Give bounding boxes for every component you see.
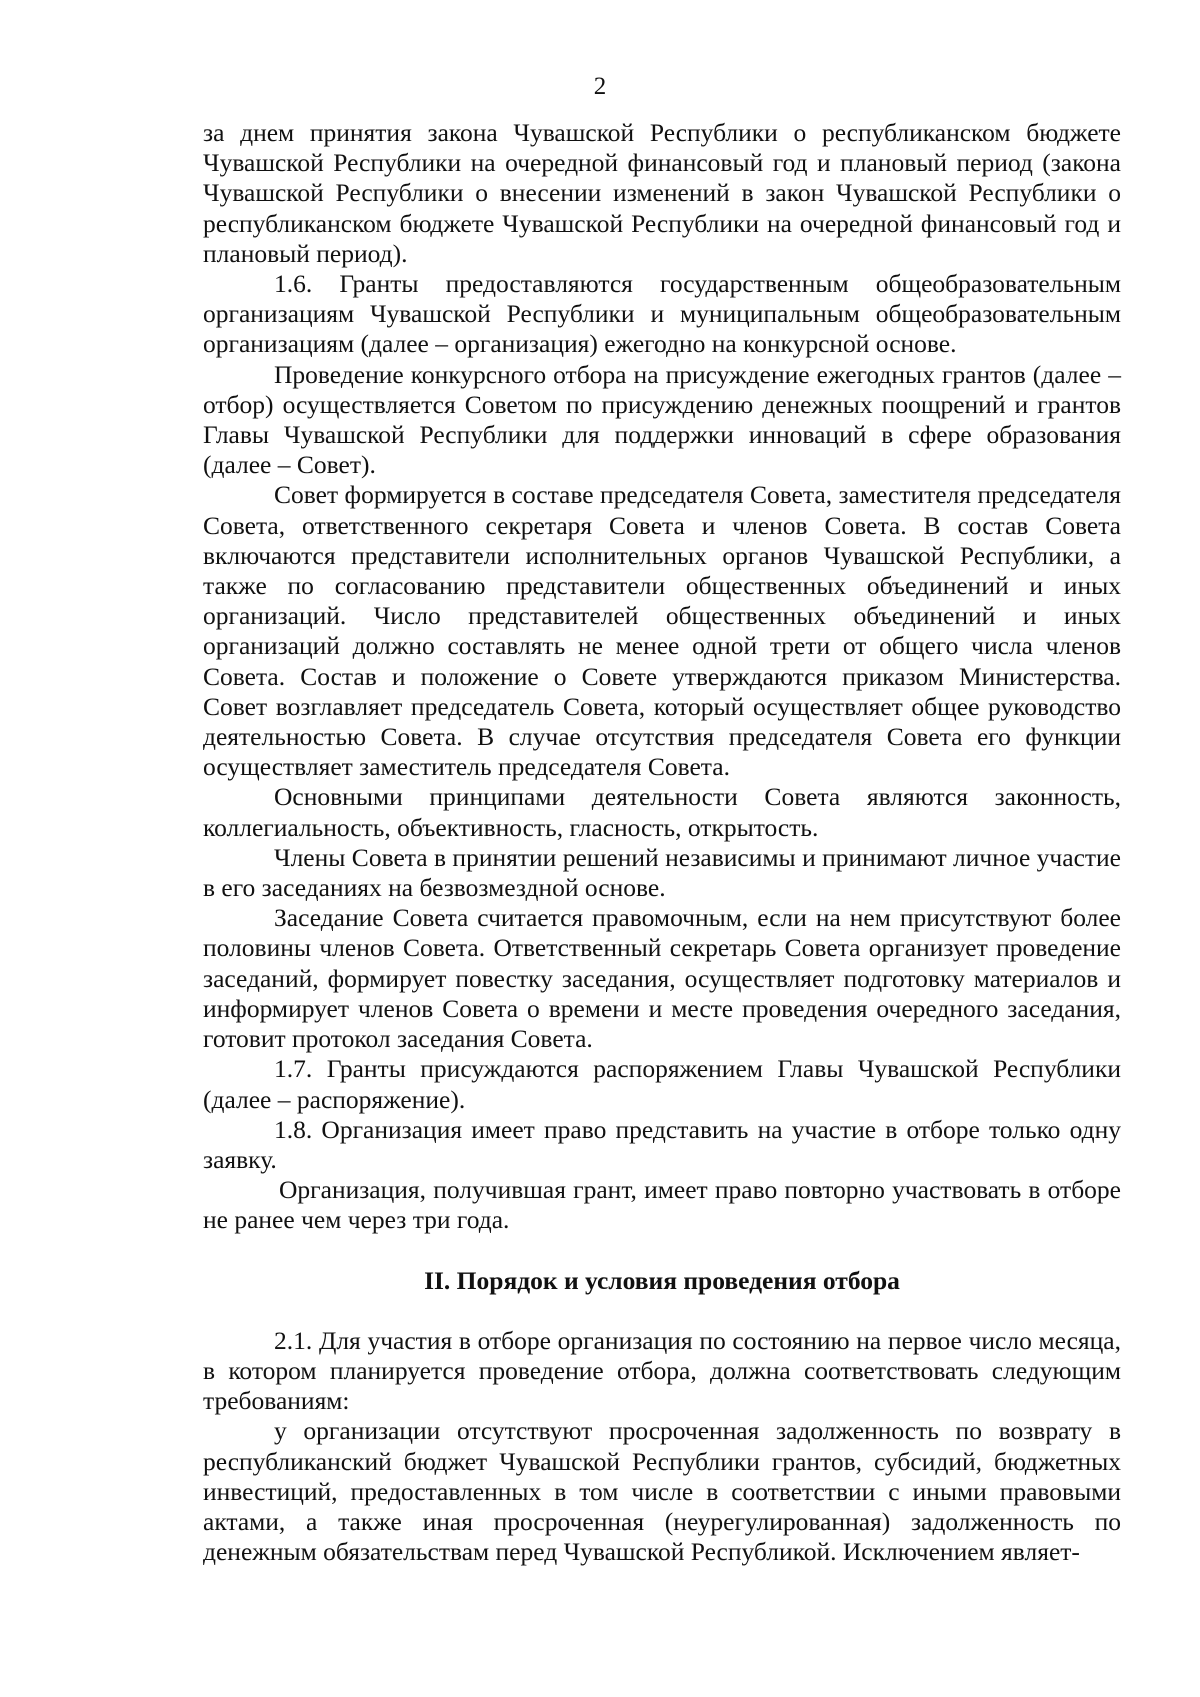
document-body — [203, 118, 1121, 1567]
paragraph-repeat-participation: Организация, получившая грант, имеет право повторно участвовать в отборе не ранее чем через три года. — [203, 1175, 1121, 1235]
page-number: 2 — [593, 73, 607, 100]
paragraph-council-principles: Основными принципами деятельности Совета являются законность, коллегиальность, объективность, гласность, открытость. — [203, 782, 1121, 842]
paragraph-requirement-debt: у организации отсутствуют просроченная задолженность по возврату в республиканский бюджет Чувашской Республики грантов, субсидий, бюджетных инвестиций, предоставленных в том числе в соответствии с иными правовыми актами, а также иная просроченная (неурегулированная) задолженность по денежным обязательствам перед Чувашской Республикой. Исключением являет- — [203, 1416, 1121, 1567]
paragraph-1-7: 1.7. Гранты присуждаются распоряжением Главы Чувашской Республики (далее – распоряжение). — [203, 1054, 1121, 1114]
paragraph-2-1: 2.1. Для участия в отборе организация по состоянию на первое число месяца, в котором планируется проведение отбора, должна соответствовать следующим требованиям: — [203, 1325, 1121, 1416]
paragraph-council-members: Члены Совета в принятии решений независимы и принимают личное участие в его заседаниях на безвозмездной основе. — [203, 842, 1121, 903]
paragraph-continuation: за днем принятия закона Чувашской Республики о республиканском бюджете Чувашской Республики на очередной финансовый год и плановый период (закона Чувашской Республики о внесении изменений в закон Чувашской Республики о республиканском бюджете Чувашской Республики на очередной финансовый год и плановый период). — [203, 118, 1121, 268]
section-title: II. Порядок и условия проведения отбора — [424, 1265, 900, 1295]
paragraph-1-6: 1.6. Гранты предоставляются государственным общеобразовательным организациям Чувашской Республики и муниципальным общеобразовательным организациям (далее – организация) ежегодно на конкурсной основе. — [203, 269, 1121, 359]
paragraph-council-composition: Совет формируется в составе председателя Совета, заместителя председателя Совета, ответственного секретаря Совета и членов Совета. В состав Совета включаются представители исполнительных органов Чувашской Республики, а также по согласованию представители общественных объединений и иных организаций. Число представителей общественных объединений и иных организаций должно составлять не менее одной трети от общего числа членов Совета. Состав и положение о Совете утверждаются приказом Министерства. Совет возглавляет председатель Совета, который осуществляет общее руководство деятельностью Совета. В случае отсутствия председателя Совета его функции осуществляет заместитель председателя Совета. — [203, 480, 1121, 782]
paragraph-selection-council: Проведение конкурсного отбора на присуждение ежегодных грантов (далее – отбор) осуществляется Советом по присуждению денежных поощрений и грантов Главы Чувашской Республики для поддержки инноваций в сфере образования (далее – Совет). — [203, 359, 1121, 480]
paragraph-council-meeting: Заседание Совета считается правомочным, если на нем присутствуют более половины членов Совета. Ответственный секретарь Совета организует проведение заседаний, формирует повестку заседания, осуществляет подготовку материалов и информирует членов Совета о времени и месте проведения очередного заседания, готовит протокол заседания Совета. — [203, 903, 1121, 1054]
paragraph-1-8: 1.8. Организация имеет право представить на участие в отборе только одну заявку. — [203, 1114, 1121, 1174]
